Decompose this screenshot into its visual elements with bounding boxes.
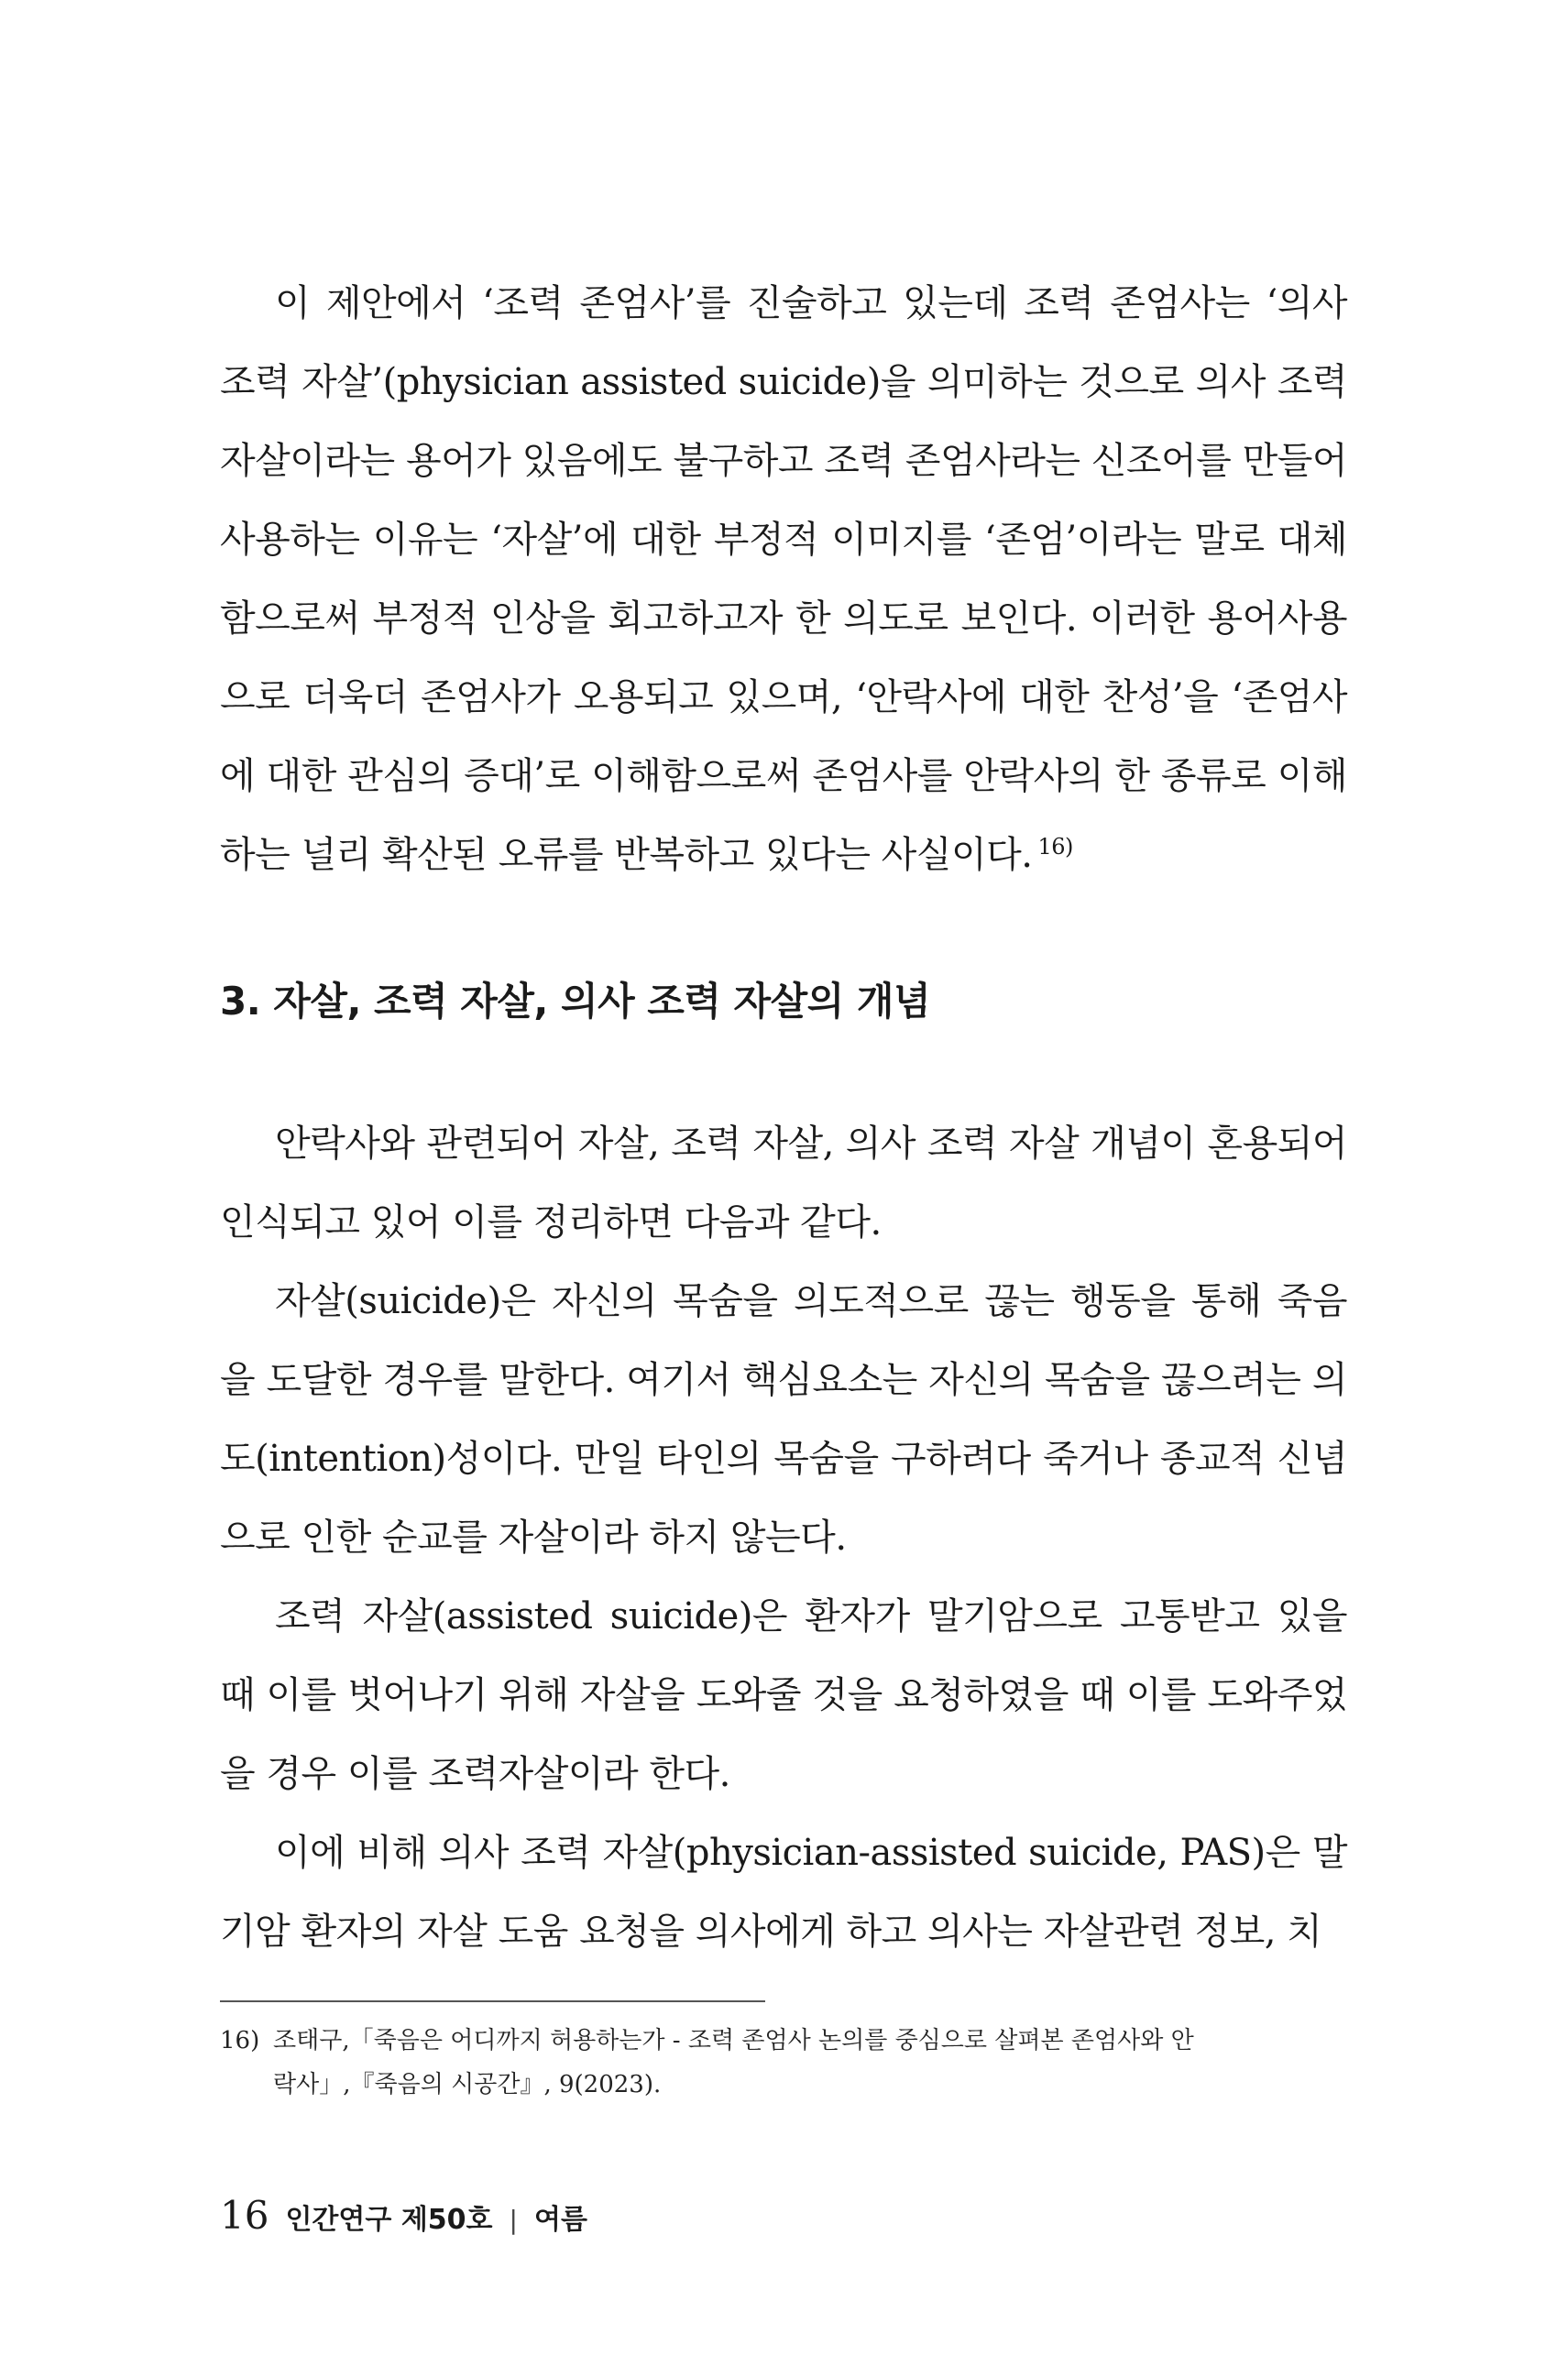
footnote-line-1 xyxy=(220,2019,1347,2063)
footnote-text-1: 조태구,「죽음은 어디까지 허용하는가 - 조력 존엄사 논의를 중심으로 살펴본 존엄사와 안 xyxy=(273,2027,1194,2054)
intro-paragraph xyxy=(220,264,1347,894)
section-body xyxy=(220,1104,1347,1971)
footnote xyxy=(220,2019,1347,2107)
intro-paragraph-text: 이 제안에서 ‘조력 존엄사’를 진술하고 있는데 조력 존엄사는 ‘의사 조력 자살’(physician assisted suicide)을 의미하는 것으로 의사 조력 자살이라는 용어가 있음에도 불구하고 조력 존엄사라는 신조어를 만들어 사용하는 이유는 ‘자살’에 대한 부정적 이미지를 ‘존엄’이라는 말로 대체함으로써 부정적 인상을 회고하고자 한 의도로 보인다. 이러한 용어사용으로 더욱더 존엄사가 오용되고 있으며, ‘안락사에 대한 찬성’을 ‘존엄사에 대한 관심의 증대’로 이해함으로써 존엄사를 안락사의 한 종류로 이해하는 널리 확산된 오류를 반복하고 있다는 사실이다. xyxy=(220,282,1347,876)
footnote-line-2: 락사」,『죽음의 시공간』, 9(2023). xyxy=(273,2071,662,2098)
paragraph-physician-assisted-suicide: 이에 비해 의사 조력 자살(physician-assisted suicide, PAS)은 말기암 환자의 자살 도움 요청을 의사에게 하고 의사는 자살관련 정보, 치 xyxy=(220,1832,1347,1953)
paragraph-assisted-suicide: 조력 자살(assisted suicide)은 환자가 말기암으로 고통받고 있을 때 이를 벗어나기 위해 자살을 도와줄 것을 요청하였을 때 이를 도와주었을 경우 이를 조력자살이라 한다. xyxy=(220,1595,1347,1795)
journal-title: 인간연구 제50호 xyxy=(285,2204,493,2236)
page-footer xyxy=(220,2193,587,2238)
footer-separator: | xyxy=(509,2205,518,2235)
intro-block xyxy=(220,264,1347,894)
page-number: 16 xyxy=(220,2193,269,2238)
paragraph-suicide: 자살(suicide)은 자신의 목숨을 의도적으로 끊는 행동을 통해 죽음을 도달한 경우를 말한다. 여기서 핵심요소는 자신의 목숨을 끊으려는 의도(intention)성이다. 만일 타인의 목숨을 구하려다 죽거나 종교적 신념으로 인한 순교를 자살이라 하지 않는다. xyxy=(220,1280,1347,1559)
issue-season: 여름 xyxy=(533,2204,587,2236)
section-heading: 3. 자살, 조력 자살, 의사 조력 자살의 개념 xyxy=(220,979,931,1024)
paragraph-definitions-intro: 안락사와 관련되어 자살, 조력 자살, 의사 조력 자살 개념이 혼용되어 인식되고 있어 이를 정리하면 다음과 같다. xyxy=(220,1123,1347,1243)
footnote-number: 16) xyxy=(220,2027,260,2054)
footnote-divider xyxy=(220,2000,765,2002)
footnote-reference[interactable]: 16) xyxy=(1037,833,1073,860)
